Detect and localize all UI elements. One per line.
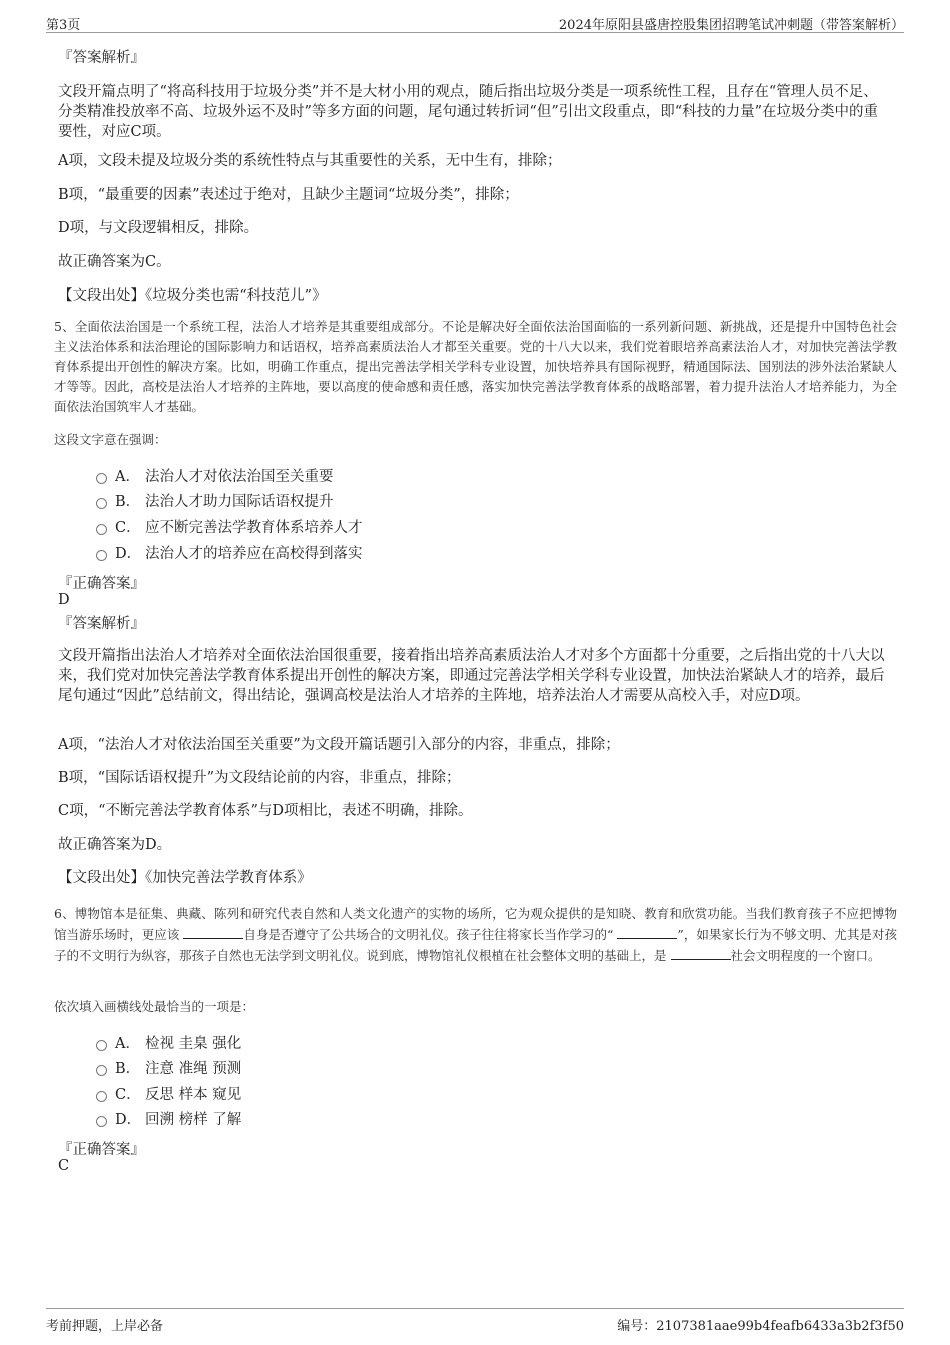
q5-analysis: 文段开篇指出法治人才培养对全面依法治国很重要，接着指出培养高素质法治人才对多个方面都十分重要，之后指出党的十八大以来，我们党对加快完善法学教育体系提出开创性的解决方案，即通过完善法学相关学科专业设置，加快法治紧缺人才的培养，最后尾句通过“因此”总结前文，得出结论，强调高校是法治人才培养的主阵地，培养法治人才需要从高校入手，对应D项。 [58,648,885,704]
q6-prompt: 依次填入画横线处最恰当的一项是： [54,999,255,1014]
q5-conclusion: 故正确答案为D。 [58,837,172,853]
page-header [46,12,904,33]
radio-icon[interactable] [96,1065,107,1076]
q5-option-c[interactable]: C． 应不断完善法学教育体系培养人才 [96,518,363,538]
q5-option-a-analysis: A项，“法治人才对依法治国至关重要”为文段开篇话题引入部分的内容，非重点，排除； [58,737,620,753]
page-footer [46,1308,904,1335]
q5-prompt: 这段文字意在强调： [54,432,167,447]
q4-conclusion: 故正确答案为C。 [58,254,171,270]
radio-icon[interactable] [96,473,107,484]
footer-slogan: 考前押题，上岸必备 [46,1319,164,1334]
q4-option-d-analysis: D项，与文段逻辑相反，排除。 [58,220,259,236]
q5-option-c-analysis: C项，“不断完善法学教育体系”与D项相比，表述不明确，排除。 [58,803,473,819]
q4-option-a-analysis: A项，文段未提及垃圾分类的系统性特点与其重要性的关系，无中生有，排除； [58,153,562,169]
q6-correct-answer: C [58,1158,70,1174]
q4-analysis: 文段开篇点明了“将高科技用于垃圾分类”并不是大材小用的观点，随后指出垃圾分类是一项系统性工程，且存在“管理人员不足、分类精准投放率不高、垃圾外运不及时”等多方面的问题，尾句通过转折词“但”引出文段重点，即“科技的力量”在垃圾分类中的重要性，对应C项。 [58,84,879,140]
page-number: 第3页 [46,18,81,33]
fill-blank-3 [671,945,731,960]
q5-option-a[interactable]: A． 法治人才对依法治国至关重要 [96,467,334,487]
q5-stem: 5、全面依法治国是一个系统工程，法治人才培养是其重要组成部分。不论是解决好全面依法治国面临的一系列新问题、新挑战，还是提升中国特色社会主义法治体系和法治理论的国际影响力和话语权，培养高素质法治人才都至关重要。党的十八大以来，我们党着眼培养高素法治人才，对加快完善法学教育体系提出开创性的解决方案。比如，明确工作重点，提出完善法学相关学科专业设置，加快培养具有国际视野，精通国际法、国别法的涉外法治紧缺人才等等。因此，高校是法治人才培养的主阵地，要以高度的使命感和责任感，落实加快完善法学教育体系的战略部署，着力提升法治人才培养能力，为全面依法治国筑牢人才基础。 [54,319,897,414]
q6-correct-label: 『正确答案』 [58,1142,145,1158]
fill-blank-2 [617,924,677,939]
q6-stem: 6、博物馆本是征集、典藏、陈列和研究代表自然和人类文化遗产的实物的场所，它为观众提供的是知晓、教育和欣赏功能。当我们教育孩子不应把博物馆当游乐场时，更应该 自身是否遵守了公共场合的文明礼仪。孩子往往将家长当作学习的“ ”，如果家长行为不够文明、尤其是对孩子的不文明行为纵容，那孩子自然也无法学到文明礼仪。说到底，博物馆礼仪根植在社会整体文明的基础上，是 社会文明程度的一个窗口。 [54,906,897,963]
q4-option-b-analysis: B项，“最重要的因素”表述过于绝对，且缺少主题词“垃圾分类”，排除； [58,187,519,203]
q5-option-b[interactable]: B． 法治人才助力国际话语权提升 [96,492,334,512]
radio-icon[interactable] [96,524,107,535]
radio-icon[interactable] [96,1091,107,1102]
q6-option-c[interactable]: C． 反思 样本 窥见 [96,1085,241,1105]
fill-blank-1 [183,924,243,939]
q4-source: 【文段出处】《垃圾分类也需“科技范儿”》 [58,288,327,304]
q5-option-d[interactable]: D． 法治人才的培养应在高校得到落实 [96,544,363,564]
q5-correct-answer: D [58,592,70,608]
q5-source: 【文段出处】《加快完善法学教育体系》 [58,870,312,886]
radio-icon[interactable] [96,1116,107,1127]
radio-icon[interactable] [96,550,107,561]
q5-option-b-analysis: B项，“国际话语权提升”为文段结论前的内容，非重点，排除； [58,770,461,786]
q5-analysis-label: 『答案解析』 [58,616,145,632]
footer-serial: 编号：2107381aae99b4feafb6433a3b2f3f50 [617,1319,904,1334]
q4-analysis-label: 『答案解析』 [58,50,145,66]
q5-correct-label: 『正确答案』 [58,576,145,592]
q6-option-a[interactable]: A． 检视 圭臬 强化 [96,1034,241,1054]
radio-icon[interactable] [96,1040,107,1051]
radio-icon[interactable] [96,498,107,509]
q6-option-d[interactable]: D． 回溯 榜样 了解 [96,1110,241,1130]
q6-option-b[interactable]: B． 注意 准绳 预测 [96,1059,241,1079]
document-title: 2024年原阳县盛唐控股集团招聘笔试冲刺题（带答案解析） [558,18,904,33]
